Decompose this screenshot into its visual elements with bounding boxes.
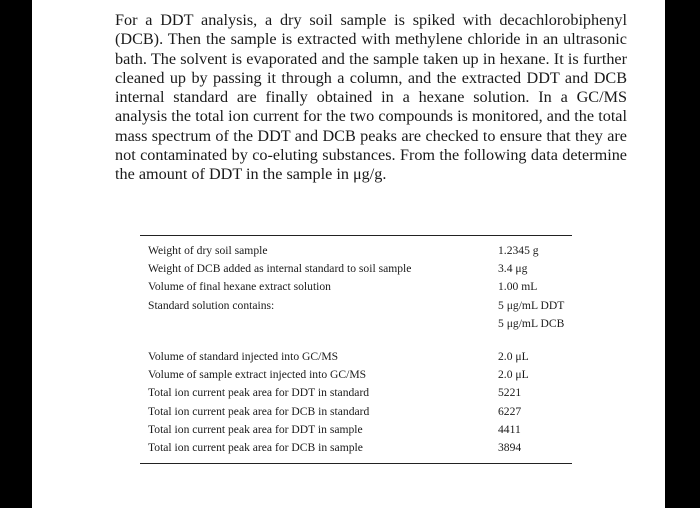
row-label: Total ion current peak area for DDT in sample	[148, 422, 363, 436]
row-value: 5221	[498, 386, 522, 400]
row-value: 5 μg/mL DDT	[498, 298, 565, 312]
row-value: 4411	[498, 422, 521, 436]
row-label: Volume of final hexane extract solution	[148, 280, 331, 294]
table-bottom-rule	[140, 463, 572, 464]
table-row-dry-soil-weight	[140, 242, 572, 260]
row-value: 3894	[498, 440, 522, 454]
table-row-standard-injected	[140, 348, 572, 366]
row-label: Weight of dry soil sample	[148, 244, 268, 257]
problem-statement: For a DDT analysis, a dry soil sample is spiked with decachlorobiphenyl (DCB). Then the sample is extracted with methylene chloride in an ultrasonic bath. The solvent is evaporated and the sample taken up in hexane. It is further cleaned up by passing it through a column, and the extracted DDT and DCB internal standard are finally obtained in a hexane solution. In a GC/MS analysis the total ion current for the two compounds is monitored, and the total mass spectrum of the DDT and DCB peaks are checked to ensure that they are not contaminated by co-eluting substances. From the following data determine the amount of DDT in the sample in μg/g.	[115, 11, 627, 184]
row-label: Total ion current peak area for DCB in standard	[148, 404, 370, 418]
document-page	[32, 0, 665, 508]
row-label: Weight of DCB added as internal standard to soil sample	[148, 262, 412, 276]
table-row-dcb-weight	[140, 260, 572, 278]
table-row-ddt-sample-area	[140, 421, 572, 439]
table-row-dcb-sample-area	[140, 439, 572, 457]
table-row-ddt-standard-area	[140, 384, 572, 402]
table-row-extract-volume	[140, 278, 572, 296]
table-row-sample-injected	[140, 366, 572, 384]
row-value: 6227	[498, 404, 522, 418]
table-row-standard-ddt	[140, 297, 572, 315]
row-value: 5 μg/mL DCB	[498, 316, 565, 330]
table-row-standard-dcb	[140, 315, 572, 333]
row-value: 1.00 mL	[498, 280, 538, 294]
table-row-dcb-standard-area	[140, 403, 572, 421]
row-value: 2.0 μL	[498, 349, 529, 363]
data-table	[140, 235, 572, 464]
row-label: Total ion current peak area for DDT in standard	[148, 386, 370, 400]
row-label: Standard solution contains:	[148, 298, 275, 312]
row-label: Total ion current peak area for DCB in sample	[148, 440, 363, 454]
row-label: Volume of standard injected into GC/MS	[148, 349, 339, 363]
row-value: 1.2345 g	[498, 244, 539, 257]
row-value: 2.0 μL	[498, 368, 529, 382]
row-label: Volume of sample extract injected into GC/MS	[148, 368, 367, 382]
row-value: 3.4 μg	[498, 262, 528, 276]
table-top-rule	[140, 235, 572, 236]
